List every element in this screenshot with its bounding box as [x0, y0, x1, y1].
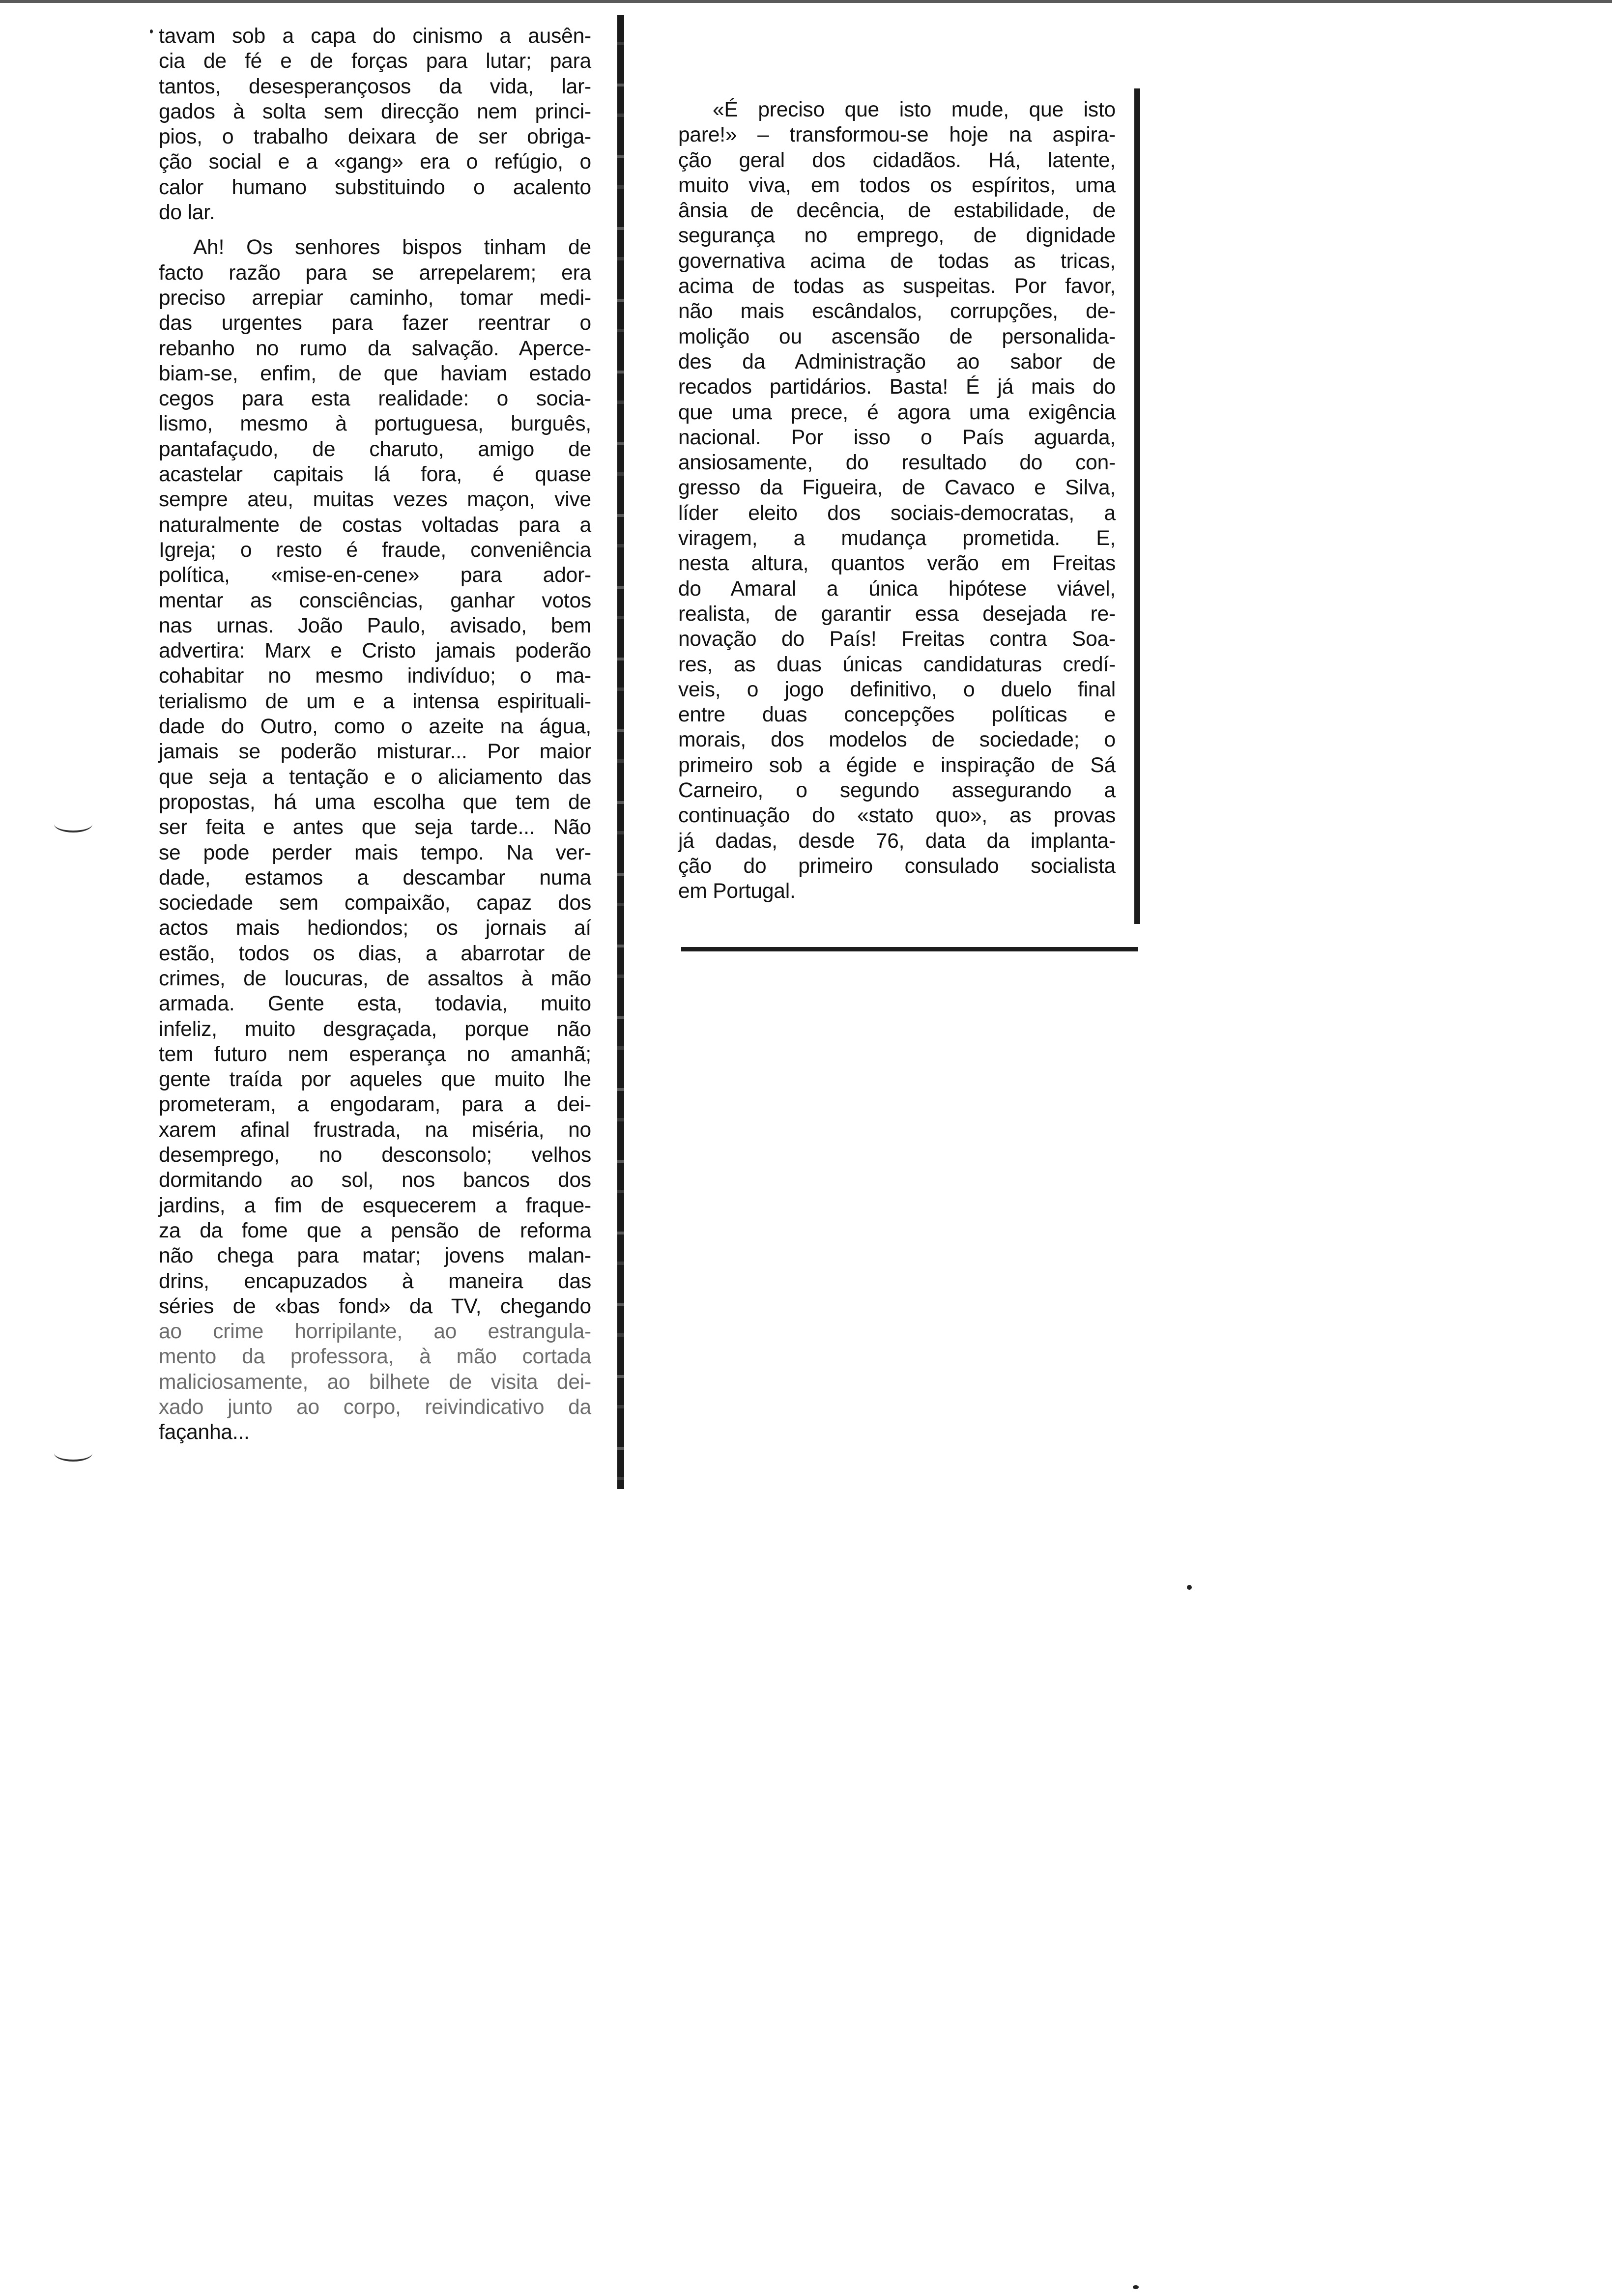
- text-line: ânsia de decência, de estabilidade, de: [678, 199, 1116, 223]
- text-line: do lar.: [159, 201, 215, 225]
- text-line: infeliz, muito desgraçada, porque não: [159, 1017, 591, 1041]
- text-line: maliciosamente, ao bilhete de visita dei-: [159, 1370, 591, 1394]
- text-line: líder eleito dos sociais-democratas, a: [678, 501, 1116, 525]
- text-line: Carneiro, o segundo assegurando a: [678, 779, 1116, 803]
- text-line: pare!» – transformou-se hoje na aspira-: [678, 123, 1116, 147]
- text-line: se pode perder mais tempo. Na ver-: [159, 841, 591, 864]
- punch-hole-mark: [54, 816, 92, 832]
- text-line: preciso arrepiar caminho, tomar medi-: [159, 286, 591, 310]
- text-line: continuação do «stato quo», as provas: [678, 804, 1116, 828]
- text-line: cohabitar no mesmo indivíduo; o ma-: [159, 664, 591, 688]
- text-line: realista, de garantir essa desejada re-: [678, 602, 1116, 626]
- text-line: que seja a tentação e o aliciamento das: [159, 765, 591, 789]
- text-line: das urgentes para fazer reentrar o: [159, 312, 591, 335]
- text-line: segurança no emprego, de dignidade: [678, 224, 1116, 248]
- text-line: não mais escândalos, corrupções, de-: [678, 300, 1116, 323]
- text-line: armada. Gente esta, todavia, muito: [159, 992, 591, 1016]
- text-line: acastelar capitais lá fora, é quase: [159, 463, 591, 487]
- text-line: em Portugal.: [678, 880, 796, 903]
- text-line: não chega para matar; jovens malan-: [159, 1244, 591, 1268]
- scan-speck: [1187, 1585, 1192, 1590]
- text-line: rebanho no rumo da salvação. Aperce-: [159, 337, 591, 360]
- text-line: mentar as consciências, ganhar votos: [159, 589, 591, 612]
- text-line: morais, dos modelos de sociedade; o: [678, 728, 1116, 752]
- text-line: ção social e a «gang» era o refúgio, o: [159, 150, 591, 174]
- text-line: nas urnas. João Paulo, avisado, bem: [159, 614, 591, 637]
- text-line: ao crime horripilante, ao estrangula-: [159, 1320, 591, 1344]
- text-line: des da Administração ao sabor de: [678, 350, 1116, 373]
- text-line: xado junto ao corpo, reivindicativo da: [159, 1396, 591, 1419]
- text-line: tavam sob a capa do cinismo a ausên-: [159, 25, 591, 48]
- text-line: res, as duas únicas candidaturas credí-: [678, 653, 1116, 676]
- text-line: lismo, mesmo à portuguesa, burguês,: [159, 412, 591, 436]
- text-line: já dadas, desde 76, data da implanta-: [678, 829, 1116, 853]
- text-line: molição ou ascensão de personalida-: [678, 325, 1116, 348]
- scan-top-edge: [0, 0, 1612, 3]
- text-line: za da fome que a pensão de reforma: [159, 1219, 591, 1242]
- text-line: governativa acima de todas as tricas,: [678, 249, 1116, 273]
- text-line: propostas, há uma escolha que tem de: [159, 790, 591, 814]
- column-rule-bottom: [681, 947, 1138, 951]
- text-line: nacional. Por isso o País aguarda,: [678, 426, 1116, 449]
- text-line: que uma prece, é agora uma exigência: [678, 401, 1116, 424]
- text-line: acima de todas as suspeitas. Por favor,: [678, 275, 1116, 298]
- text-line: actos mais hediondos; os jornais aí: [159, 917, 591, 940]
- column-rule-right: [1134, 88, 1140, 924]
- text-line: desemprego, no desconsolo; velhos: [159, 1144, 591, 1167]
- text-line: ser feita e antes que seja tarde... Não: [159, 816, 591, 839]
- text-line: ção geral dos cidadãos. Há, latente,: [678, 148, 1116, 172]
- text-line: tantos, desesperançosos da vida, lar-: [159, 75, 591, 98]
- text-line: recados partidários. Basta! É já mais do: [678, 375, 1116, 399]
- text-line: prometeram, a engodaram, para a dei-: [159, 1093, 591, 1117]
- text-line: veis, o jogo definitivo, o duelo final: [678, 678, 1116, 701]
- column-rule-left: [617, 15, 624, 1489]
- text-line: novação do País! Freitas contra Soa-: [678, 628, 1116, 651]
- text-line: sociedade sem compaixão, capaz dos: [159, 891, 591, 915]
- text-line: calor humano substituindo o acalento: [159, 175, 591, 199]
- text-line: séries de «bas fond» da TV, chegando: [159, 1294, 591, 1318]
- scan-speck: [1133, 2285, 1139, 2289]
- text-line: estão, todos os dias, a abarrotar de: [159, 942, 591, 965]
- text-line: cia de fé e de forças para lutar; para: [159, 50, 591, 73]
- text-line: política, «mise-en-cene» para ador-: [159, 564, 591, 587]
- text-line: muito viva, em todos os espíritos, uma: [678, 173, 1116, 197]
- text-line: dade do Outro, como o azeite na água,: [159, 715, 591, 739]
- paragraph-start-line: Ah! Os senhores bispos tinham de: [193, 236, 591, 259]
- text-line: mento da professora, à mão cortada: [159, 1345, 591, 1369]
- text-line: sempre ateu, muitas vezes maçon, vive: [159, 488, 591, 512]
- text-line: tem futuro nem esperança no amanhã;: [159, 1042, 591, 1066]
- article-column-left: [159, 24, 591, 1445]
- text-line: entre duas concepções políticas e: [678, 703, 1116, 727]
- text-line: do Amaral a única hipótese viável,: [678, 577, 1116, 601]
- text-line: gente traída por aqueles que muito lhe: [159, 1068, 591, 1091]
- text-line: gados à solta sem direcção nem princi-: [159, 100, 591, 123]
- text-line: xarem afinal frustrada, na miséria, no: [159, 1118, 591, 1142]
- punch-hole-mark: [54, 1445, 92, 1462]
- text-line: jamais se poderão misturar... Por maior: [159, 740, 591, 764]
- text-line: gresso da Figueira, de Cavaco e Silva,: [678, 476, 1116, 500]
- text-line: terialismo de um e a intensa espirituali-: [159, 689, 591, 713]
- text-line: biam-se, enfim, de que haviam estado: [159, 362, 591, 385]
- text-line: ansiosamente, do resultado do con-: [678, 451, 1116, 475]
- text-line: nesta altura, quantos verão em Freitas: [678, 552, 1116, 575]
- text-line: crimes, de loucuras, de assaltos à mão: [159, 967, 591, 990]
- text-line: pios, o trabalho deixara de ser obriga-: [159, 125, 591, 149]
- text-line: naturalmente de costas voltadas para a: [159, 513, 591, 537]
- scan-speck: [150, 29, 153, 33]
- paragraph-start-line: «É preciso que isto mude, que isto: [713, 98, 1116, 121]
- text-line: facto razão para se arrepelarem; era: [159, 261, 591, 285]
- text-line: Igreja; o resto é fraude, conveniência: [159, 538, 591, 562]
- text-line: ção do primeiro consulado socialista: [678, 854, 1116, 878]
- text-line: advertira: Marx e Cristo jamais poderão: [159, 639, 591, 663]
- text-line: viragem, a mudança prometida. E,: [678, 527, 1116, 550]
- text-line: dormitando ao sol, nos bancos dos: [159, 1169, 591, 1192]
- text-line: pantafaçudo, de charuto, amigo de: [159, 437, 591, 461]
- text-line: cegos para esta realidade: o socia-: [159, 387, 591, 411]
- text-line: dade, estamos a descambar numa: [159, 866, 591, 890]
- article-column-right: [678, 97, 1116, 904]
- text-line: drins, encapuzados à maneira das: [159, 1269, 591, 1293]
- text-line: façanha...: [159, 1421, 250, 1444]
- text-line: primeiro sob a égide e inspiração de Sá: [678, 753, 1116, 777]
- text-line: jardins, a fim de esquecerem a fraque-: [159, 1194, 591, 1217]
